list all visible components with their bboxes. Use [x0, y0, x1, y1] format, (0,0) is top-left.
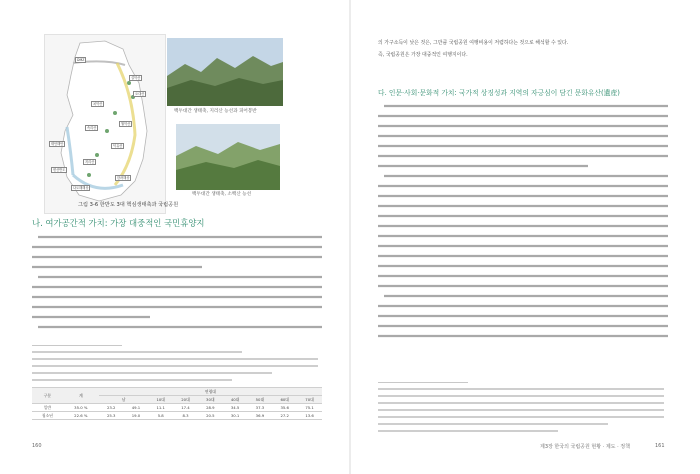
table-header-cell: 50대: [248, 396, 273, 404]
photo-jirisan-ridge: [167, 38, 283, 106]
table-cell: 19.0: [124, 412, 149, 420]
table-cell: 35.6: [272, 404, 297, 412]
left-page-number: 160: [32, 443, 42, 449]
map-label-chiaksan: 치악산: [93, 102, 103, 106]
footnote-lines: [378, 386, 668, 432]
table-header-cell: 10대: [148, 396, 173, 404]
table-cell: 35.0 %: [63, 404, 99, 412]
mountain-photo-icon: [176, 124, 280, 190]
left-footnotes: [32, 349, 322, 383]
table-header-row: [32, 388, 322, 396]
map-label-byeonsan: 변산반도: [53, 168, 66, 172]
korea-map-figure: [44, 34, 166, 214]
table-header-cell: 70대: [297, 396, 322, 404]
table-cell: 8.3: [173, 412, 198, 420]
mountain-photo-icon: [167, 38, 283, 106]
table-header-cell: 구분: [32, 388, 63, 404]
right-top-line-1: 의 가구소득이 낮은 것은, 그만큼 국립공원 여행비용이 저렴하다는 것으로 해석할 수 있다.: [378, 40, 569, 46]
table-cell: 25.3: [99, 412, 124, 420]
table-cell: 30.1: [223, 412, 248, 420]
table-cell: 13.6: [297, 412, 322, 420]
table-cell: 청소년: [32, 412, 63, 420]
table-header-cell: 연령대: [99, 388, 322, 396]
map-label-deogyusan: 덕유산: [113, 144, 123, 148]
map-label-taean: 태안해안: [51, 142, 64, 146]
photo-sobaeksan-ridge: [176, 124, 280, 190]
footnote-lines: [32, 349, 322, 383]
table-cell: 일반: [32, 404, 63, 412]
right-footnotes: [378, 386, 668, 432]
table-header-cell: 계: [63, 388, 99, 404]
right-section-heading: 다. 인문·사회·문화적 가치: 국가적 상징성과 지역의 자긍심이 담긴 문화유산(遺産): [378, 89, 620, 97]
footnote-divider: [378, 382, 468, 383]
table-row: [32, 412, 322, 420]
table-cell: 75.1: [297, 404, 322, 412]
text-lines: [378, 101, 668, 341]
figure-title: 그림 3-6 한반도 3대 핵심생태축과 국립공원: [78, 202, 179, 208]
table-cell: 36.9: [248, 412, 273, 420]
right-footer-text: 제3장 한국의 국립공원 현황 · 제도 · 정책: [540, 444, 630, 450]
map-label-odaesan: 오대산: [135, 92, 145, 96]
table-cell: 27.2: [272, 412, 297, 420]
table-row: [32, 404, 322, 412]
map-label-hallyeo: 한려해상: [117, 176, 130, 180]
right-body-text: [378, 101, 668, 341]
photo1-caption: 백두대간 생태축, 지리산 능선과 피어봉반: [174, 109, 257, 114]
footnote-divider: [32, 345, 122, 346]
table-header-cell: 20대: [173, 396, 198, 404]
map-label-songnisan: 속리산: [87, 126, 97, 130]
table-cell: 11.1: [148, 404, 173, 412]
left-body-text: [32, 232, 322, 344]
table-cell: 17.4: [173, 404, 198, 412]
table-header-cell: 60대: [272, 396, 297, 404]
text-lines: [32, 232, 322, 344]
right-top-line-2: 즉, 국립공원은 가장 대중적인 여행지이다.: [378, 52, 468, 58]
table-cell: 20.5: [198, 412, 223, 420]
map-label-woraksan: 월악산: [121, 122, 131, 126]
table-cell: 34.5: [223, 404, 248, 412]
visitor-age-table: [32, 387, 322, 420]
table-cell: 5.8: [148, 412, 173, 420]
table-cell: 23.2: [99, 404, 124, 412]
right-page-number: 161: [655, 443, 665, 449]
left-section-heading: 나. 여가공간적 가치: 가장 대중적인 국민휴양지: [32, 218, 205, 228]
table-header-cell: 남: [99, 396, 148, 404]
map-label-dmz: DMZ: [77, 58, 85, 62]
table-header-cell: 30대: [198, 396, 223, 404]
korea-map-icon: [45, 35, 165, 213]
map-label-seoraksan: 설악산: [131, 76, 141, 80]
gutter: [349, 0, 351, 474]
table-cell: 22.6 %: [63, 412, 99, 420]
table-cell: 28.9: [198, 404, 223, 412]
map-label-jirisan: 지리산: [85, 160, 95, 164]
table-cell: 49.1: [124, 404, 149, 412]
map-label-dadohae: 다도해해상: [73, 186, 89, 190]
table-cell: 37.3: [248, 404, 273, 412]
photo2-caption: 백두대간 생태축, 소백산 능선: [192, 192, 252, 197]
table-header-cell: 40대: [223, 396, 248, 404]
